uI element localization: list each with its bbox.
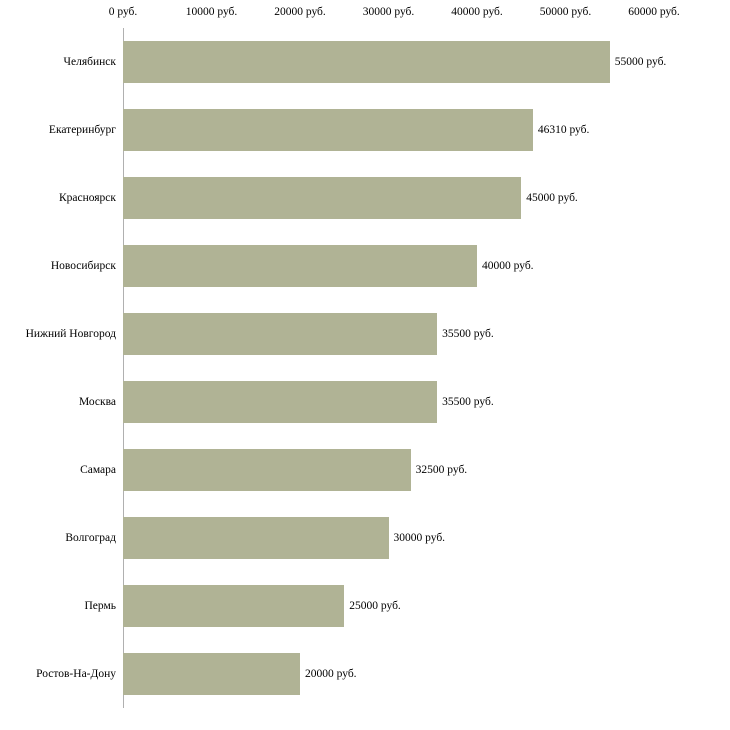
- bar-value-label: 30000 руб.: [393, 532, 446, 544]
- bar-row: [0, 300, 730, 368]
- bar-row: [0, 504, 730, 572]
- category-label: Пермь: [84, 600, 116, 612]
- bar[interactable]: [123, 41, 610, 83]
- category-label: Екатеринбург: [48, 124, 116, 136]
- category-label: Москва: [78, 396, 116, 408]
- x-axis-tick-label: 0 руб.: [108, 6, 138, 18]
- bar[interactable]: [123, 177, 521, 219]
- bar-value-label: 35500 руб.: [442, 396, 494, 408]
- bar-value-label: 45000 руб.: [526, 192, 578, 204]
- x-axis-tick-label: 60000 руб.: [628, 6, 680, 18]
- bar-row: [0, 436, 730, 504]
- category-label: Нижний Новгород: [25, 328, 116, 340]
- category-label: Красноярск: [58, 192, 116, 204]
- bar-row: [0, 232, 730, 300]
- bar-value-label: 32500 руб.: [415, 464, 468, 476]
- bar-row: [0, 96, 730, 164]
- x-axis-tick-labels: [0, 6, 730, 26]
- bar[interactable]: [123, 109, 533, 151]
- x-axis-tick-label: 30000 руб.: [362, 6, 415, 18]
- bar[interactable]: [123, 585, 344, 627]
- bar-value-label: 20000 руб.: [305, 668, 357, 680]
- bar-row: [0, 572, 730, 640]
- x-axis-tick-label: 40000 руб.: [451, 6, 503, 18]
- x-axis-tick-label: 20000 руб.: [274, 6, 326, 18]
- bar-value-label: 35500 руб.: [442, 328, 494, 340]
- bar[interactable]: [123, 381, 437, 423]
- bar-value-label: 55000 руб.: [614, 56, 667, 68]
- bar-value-label: 25000 руб.: [349, 600, 401, 612]
- bar-rows: [0, 28, 730, 708]
- x-axis-tick-label: 50000 руб.: [539, 6, 592, 18]
- category-label: Волгоград: [65, 532, 116, 544]
- bar[interactable]: [123, 517, 389, 559]
- x-axis-tick-label: 10000 руб.: [185, 6, 238, 18]
- bar-value-label: 40000 руб.: [482, 260, 534, 272]
- bar[interactable]: [123, 449, 411, 491]
- bar[interactable]: [123, 313, 437, 355]
- bar[interactable]: [123, 653, 300, 695]
- bar-row: [0, 368, 730, 436]
- category-label: Ростов-На-Дону: [36, 668, 116, 680]
- bar[interactable]: [123, 245, 477, 287]
- category-label: Новосибирск: [50, 260, 116, 272]
- bar-row: [0, 28, 730, 96]
- category-label: Челябинск: [63, 56, 116, 68]
- category-label: Самара: [80, 464, 116, 476]
- bar-row: [0, 164, 730, 232]
- bar-row: [0, 640, 730, 708]
- bar-value-label: 46310 руб.: [537, 124, 590, 136]
